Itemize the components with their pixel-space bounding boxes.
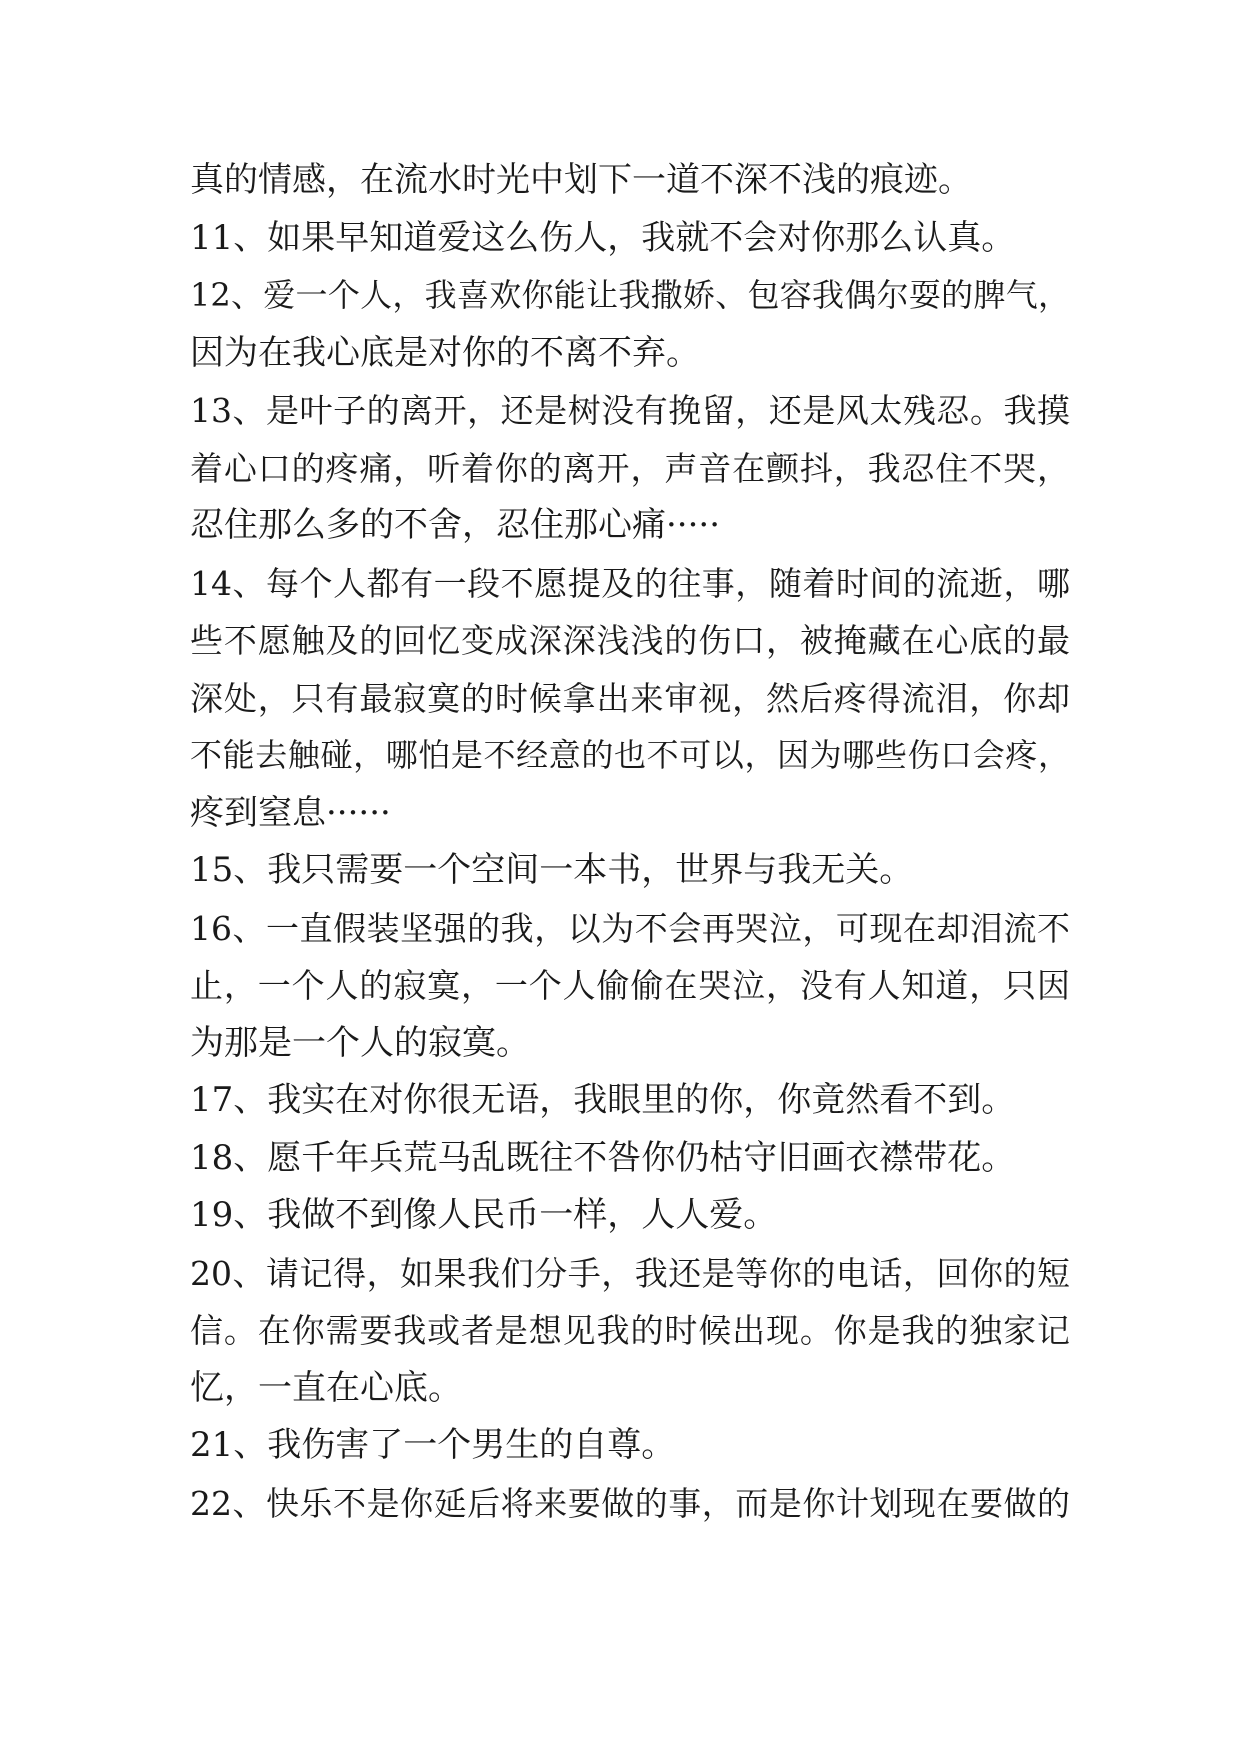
text-line: 18、愿千年兵荒马乱既往不咎你仍枯守旧画衣襟带花。 (190, 1137, 1016, 1178)
text-line: 21、我伤害了一个男生的自尊。 (190, 1425, 676, 1465)
text-line: 19、我做不到像人民币一样，人人爱。 (190, 1195, 778, 1235)
text-line: 疼到窒息······ (190, 792, 391, 833)
text-line: 为那是一个人的寂寞。 (190, 1022, 530, 1063)
text-line: 真的情感，在流水时光中划下一道不深不浅的痕迹。 (190, 160, 972, 200)
text-line: 14、每个人都有一段不愿提及的往事，随着时间的流逝，哪 (190, 563, 1070, 603)
text-line: 22、快乐不是你延后将来要做的事，而是你计划现在要做的 (190, 1483, 1070, 1523)
text-line: 20、请记得，如果我们分手，我还是等你的电话，回你的短 (190, 1253, 1070, 1293)
text-line: 深处，只有最寂寞的时候拿出来审视，然后疼得流泪，你却 (190, 678, 1070, 718)
text-line: 信。在你需要我或者是想见我的时候出现。你是我的独家记 (190, 1311, 1070, 1350)
text-line: 15、我只需要一个空间一本书，世界与我无关。 (190, 850, 914, 890)
text-line: 止，一个人的寂寞，一个人偷偷在哭泣，没有人知道，只因 (190, 966, 1070, 1005)
text-line: 13、是叶子的离开，还是树没有挽留，还是风太残忍。我摸 (190, 391, 1070, 430)
text-line: 些不愿触及的回忆变成深深浅浅的伤口，被掩藏在心底的最 (190, 621, 1070, 660)
text-line: 不能去触碰，哪怕是不经意的也不可以，因为哪些伤口会疼， (190, 736, 1070, 774)
text-line: 11、如果早知道爱这么伤人，我就不会对你那么认真。 (190, 217, 1016, 258)
text-line: 因为在我心底是对你的不离不弃。 (190, 332, 700, 373)
text-line: 16、一直假装坚强的我，以为不会再哭泣，可现在却泪流不 (190, 908, 1070, 948)
text-line: 忍住那么多的不舍，忍住那心痛····· (190, 505, 721, 545)
text-line: 12、爱一个人，我喜欢你能让我撒娇、包容我偶尔耍的脾气， (190, 276, 1070, 314)
text-line: 17、我实在对你很无语，我眼里的你，你竟然看不到。 (190, 1080, 1016, 1120)
body-text (190, 152, 1070, 1532)
text-line: 着心口的疼痛，听着你的离开，声音在颤抖，我忍住不哭， (190, 448, 1070, 488)
text-line: 忆，一直在心底。 (190, 1367, 462, 1408)
